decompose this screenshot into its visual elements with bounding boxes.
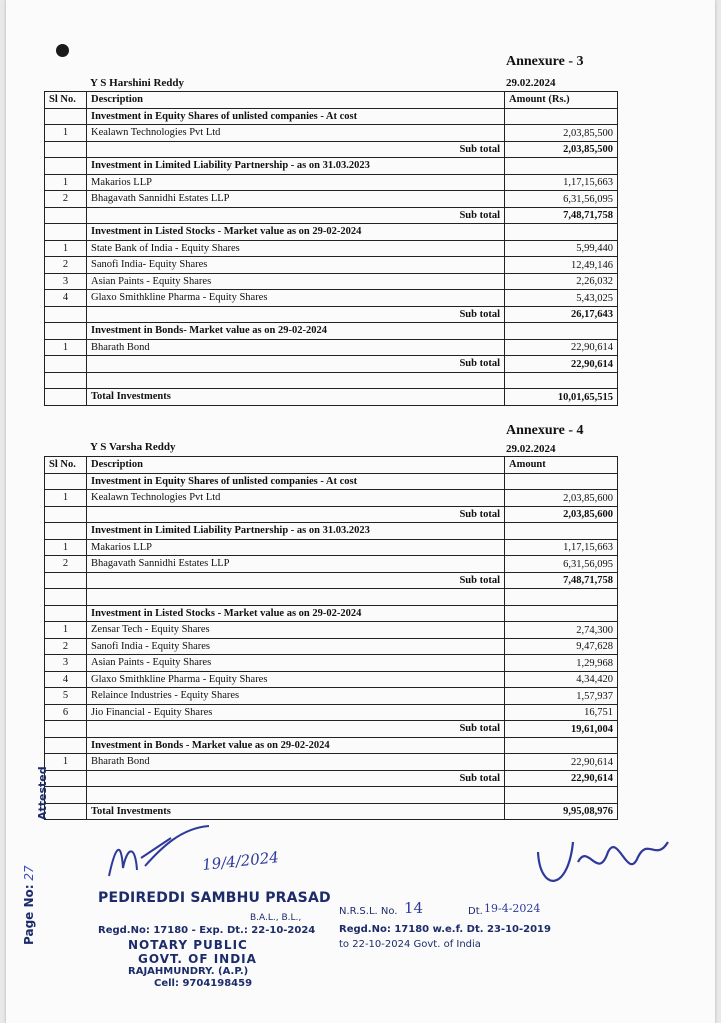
document-page: [6, 0, 715, 1023]
table-row-blank: [45, 372, 618, 389]
annexure-4-name: Y S Varsha Reddy: [90, 441, 176, 453]
attested-mark: Attested: [36, 766, 49, 820]
sl-cell: [45, 372, 87, 389]
sl-cell: 1: [45, 490, 87, 507]
description-cell: Sanofi India - Equity Shares: [87, 638, 505, 655]
description-cell: Investment in Equity Shares of unlisted companies - At cost: [87, 473, 505, 490]
table-row-section: [45, 224, 618, 241]
annexure-3-name: Y S Harshini Reddy: [90, 77, 185, 89]
amount-cell: 1,57,937: [505, 688, 618, 705]
description-cell: Sub total: [87, 141, 505, 158]
amount-cell: [505, 224, 618, 241]
table-row-section: [45, 323, 618, 340]
sl-cell: 3: [45, 273, 87, 290]
amount-cell: 2,03,85,600: [505, 506, 618, 523]
description-cell: Relaince Industries - Equity Shares: [87, 688, 505, 705]
sl-cell: [45, 356, 87, 373]
stamp-registration-2: Regd.No: 17180 w.e.f. Dt. 23-10-2019: [339, 924, 551, 935]
description-cell: Sub total: [87, 572, 505, 589]
amount-cell: [505, 372, 618, 389]
sl-cell: 5: [45, 688, 87, 705]
table-row-sub: [45, 770, 618, 787]
amount-cell: 2,03,85,500: [505, 141, 618, 158]
description-cell: State Bank of India - Equity Shares: [87, 240, 505, 257]
table-row-item: [45, 688, 618, 705]
description-cell: Kealawn Technologies Pvt Ltd: [87, 490, 505, 507]
description-cell: Investment in Bonds - Market value as on 29-02-2024: [87, 737, 505, 754]
amount-cell: 6,31,56,095: [505, 191, 618, 208]
description-cell: Glaxo Smithkline Pharma - Equity Shares: [87, 671, 505, 688]
amount-cell: 1,17,15,663: [505, 174, 618, 191]
table-row-total: [45, 389, 618, 406]
description-cell: Sub total: [87, 770, 505, 787]
description-cell: [87, 372, 505, 389]
header-sl: Sl No.: [45, 92, 87, 109]
annexure-4-date: 29.02.2024: [506, 443, 556, 455]
sl-cell: [45, 224, 87, 241]
amount-cell: 22,90,614: [505, 770, 618, 787]
sl-cell: 1: [45, 125, 87, 142]
header-sl: Sl No.: [45, 457, 87, 474]
sl-cell: [45, 605, 87, 622]
table-row-item: [45, 622, 618, 639]
header-amount: Amount (Rs.): [505, 92, 618, 109]
amount-cell: [505, 737, 618, 754]
table-row-section: [45, 523, 618, 540]
dt-value: 19-4-2024: [484, 902, 541, 915]
amount-cell: 1,17,15,663: [505, 539, 618, 556]
amount-cell: 1,29,968: [505, 655, 618, 672]
sl-cell: [45, 803, 87, 820]
amount-cell: 19,61,004: [505, 721, 618, 738]
annexure-3-date: 29.02.2024: [506, 77, 556, 89]
stamp-title-2: GOVT. OF INDIA: [138, 952, 257, 966]
description-cell: Investment in Limited Liability Partnership - as on 31.03.2023: [87, 523, 505, 540]
table-row-sub: [45, 506, 618, 523]
table-row-item: [45, 125, 618, 142]
amount-cell: 5,99,440: [505, 240, 618, 257]
annexure-3-body: [45, 108, 618, 405]
table-row-section: [45, 605, 618, 622]
description-cell: Investment in Listed Stocks - Market value as on 29-02-2024: [87, 224, 505, 241]
description-cell: Makarios LLP: [87, 539, 505, 556]
amount-cell: 16,751: [505, 704, 618, 721]
table-row-section: [45, 108, 618, 125]
sl-cell: [45, 589, 87, 606]
table-row-item: [45, 339, 618, 356]
annexure-4-table: [44, 456, 618, 820]
amount-cell: [505, 323, 618, 340]
sl-cell: 4: [45, 671, 87, 688]
table-row-sub: [45, 572, 618, 589]
sl-cell: [45, 473, 87, 490]
table-row-section: [45, 737, 618, 754]
sl-cell: [45, 141, 87, 158]
table-row-item: [45, 671, 618, 688]
description-cell: Total Investments: [87, 803, 505, 820]
second-signature: [528, 822, 678, 902]
amount-cell: [505, 108, 618, 125]
description-cell: Total Investments: [87, 389, 505, 406]
amount-cell: [505, 158, 618, 175]
amount-cell: 7,48,71,758: [505, 207, 618, 224]
sl-cell: [45, 721, 87, 738]
stamp-name: PEDIREDDI SAMBHU PRASAD: [98, 890, 331, 906]
sl-cell: [45, 108, 87, 125]
amount-cell: 10,01,65,515: [505, 389, 618, 406]
amount-cell: 2,03,85,600: [505, 490, 618, 507]
header-description: Description: [87, 92, 505, 109]
page-no-value: 27: [22, 865, 36, 881]
sl-cell: 4: [45, 290, 87, 307]
sl-cell: 2: [45, 638, 87, 655]
sl-cell: 2: [45, 556, 87, 573]
description-cell: Kealawn Technologies Pvt Ltd: [87, 125, 505, 142]
sl-cell: [45, 323, 87, 340]
amount-cell: 12,49,146: [505, 257, 618, 274]
description-cell: Sub total: [87, 306, 505, 323]
table-row-item: [45, 273, 618, 290]
page-no-label: Page No:: [22, 884, 36, 945]
stamp-cell: Cell: 9704198459: [154, 978, 253, 989]
table-row-blank: [45, 787, 618, 804]
table-row-blank: [45, 589, 618, 606]
stamp-registration: Regd.No: 17180 - Exp. Dt.: 22-10-2024: [98, 925, 316, 936]
handwritten-date: 19/4/2024: [201, 848, 280, 874]
sl-cell: 1: [45, 174, 87, 191]
sl-cell: [45, 572, 87, 589]
table-row-item: [45, 754, 618, 771]
amount-cell: [505, 523, 618, 540]
sl-cell: 1: [45, 240, 87, 257]
sl-cell: [45, 207, 87, 224]
description-cell: Investment in Limited Liability Partnership - as on 31.03.2023: [87, 158, 505, 175]
amount-cell: 9,47,628: [505, 638, 618, 655]
table-row-item: [45, 556, 618, 573]
sl-cell: [45, 737, 87, 754]
table-row-item: [45, 257, 618, 274]
amount-cell: 4,34,420: [505, 671, 618, 688]
description-cell: Zensar Tech - Equity Shares: [87, 622, 505, 639]
sl-cell: 1: [45, 339, 87, 356]
amount-cell: 2,74,300: [505, 622, 618, 639]
stamp-title-1: NOTARY PUBLIC: [128, 938, 248, 952]
sl-cell: 2: [45, 257, 87, 274]
sl-cell: [45, 523, 87, 540]
table-row-item: [45, 655, 618, 672]
dt-label: Dt.: [468, 906, 483, 917]
amount-cell: 6,31,56,095: [505, 556, 618, 573]
table-row-sub: [45, 207, 618, 224]
amount-cell: 22,90,614: [505, 754, 618, 771]
table-row-item: [45, 240, 618, 257]
annexure-4-body: [45, 473, 618, 820]
sl-cell: [45, 506, 87, 523]
description-cell: Investment in Equity Shares of unlisted companies - At cost: [87, 108, 505, 125]
description-cell: Glaxo Smithkline Pharma - Equity Shares: [87, 290, 505, 307]
amount-cell: [505, 589, 618, 606]
sl-cell: 1: [45, 622, 87, 639]
table-row-section: [45, 473, 618, 490]
stamp-qualifications: B.A.L., B.L.,: [250, 913, 302, 923]
amount-cell: [505, 787, 618, 804]
description-cell: [87, 589, 505, 606]
annexure-4-title: Annexure - 4: [506, 423, 584, 438]
description-cell: [87, 787, 505, 804]
description-cell: Sanofi India- Equity Shares: [87, 257, 505, 274]
description-cell: Asian Paints - Equity Shares: [87, 655, 505, 672]
table-row-item: [45, 191, 618, 208]
table-row-sub: [45, 306, 618, 323]
description-cell: Sub total: [87, 356, 505, 373]
description-cell: Sub total: [87, 207, 505, 224]
description-cell: Sub total: [87, 721, 505, 738]
annexure-3-table: [44, 91, 618, 406]
sl-cell: 1: [45, 539, 87, 556]
table-row-section: [45, 158, 618, 175]
table-row-item: [45, 174, 618, 191]
description-cell: Asian Paints - Equity Shares: [87, 273, 505, 290]
nrsl-label: N.R.S.L. No.: [339, 906, 398, 917]
amount-cell: [505, 473, 618, 490]
punch-hole: [56, 44, 69, 57]
stamp-registration-3: to 22-10-2024 Govt. of India: [339, 939, 481, 950]
description-cell: Jio Financial - Equity Shares: [87, 704, 505, 721]
notary-signature: [101, 818, 226, 888]
stamp-place: RAJAHMUNDRY. (A.P.): [128, 966, 249, 977]
description-cell: Bhagavath Sannidhi Estates LLP: [87, 191, 505, 208]
amount-cell: 7,48,71,758: [505, 572, 618, 589]
sl-cell: [45, 158, 87, 175]
table-row-item: [45, 704, 618, 721]
amount-cell: 22,90,614: [505, 339, 618, 356]
annexure-3-title: Annexure - 3: [506, 54, 584, 69]
header-description: Description: [87, 457, 505, 474]
page-number-mark: [22, 865, 36, 945]
description-cell: Investment in Listed Stocks - Market value as on 29-02-2024: [87, 605, 505, 622]
amount-cell: 26,17,643: [505, 306, 618, 323]
amount-cell: [505, 605, 618, 622]
nrsl-value: 14: [404, 899, 424, 917]
amount-cell: 2,26,032: [505, 273, 618, 290]
amount-cell: 5,43,025: [505, 290, 618, 307]
table-row-item: [45, 490, 618, 507]
description-cell: Investment in Bonds- Market value as on 29-02-2024: [87, 323, 505, 340]
description-cell: Sub total: [87, 506, 505, 523]
sl-cell: [45, 770, 87, 787]
sl-cell: [45, 389, 87, 406]
description-cell: Bhagavath Sannidhi Estates LLP: [87, 556, 505, 573]
table-row-item: [45, 638, 618, 655]
sl-cell: 1: [45, 754, 87, 771]
amount-cell: 2,03,85,500: [505, 125, 618, 142]
header-amount: Amount: [505, 457, 618, 474]
table-row-sub: [45, 721, 618, 738]
table-row-sub: [45, 356, 618, 373]
sl-cell: 6: [45, 704, 87, 721]
description-cell: Bharath Bond: [87, 754, 505, 771]
description-cell: Bharath Bond: [87, 339, 505, 356]
amount-cell: 22,90,614: [505, 356, 618, 373]
table-row-item: [45, 539, 618, 556]
amount-cell: 9,95,08,976: [505, 803, 618, 820]
sl-cell: 2: [45, 191, 87, 208]
description-cell: Makarios LLP: [87, 174, 505, 191]
sl-cell: [45, 306, 87, 323]
sl-cell: [45, 787, 87, 804]
table-row-sub: [45, 141, 618, 158]
table-row-item: [45, 290, 618, 307]
sl-cell: 3: [45, 655, 87, 672]
